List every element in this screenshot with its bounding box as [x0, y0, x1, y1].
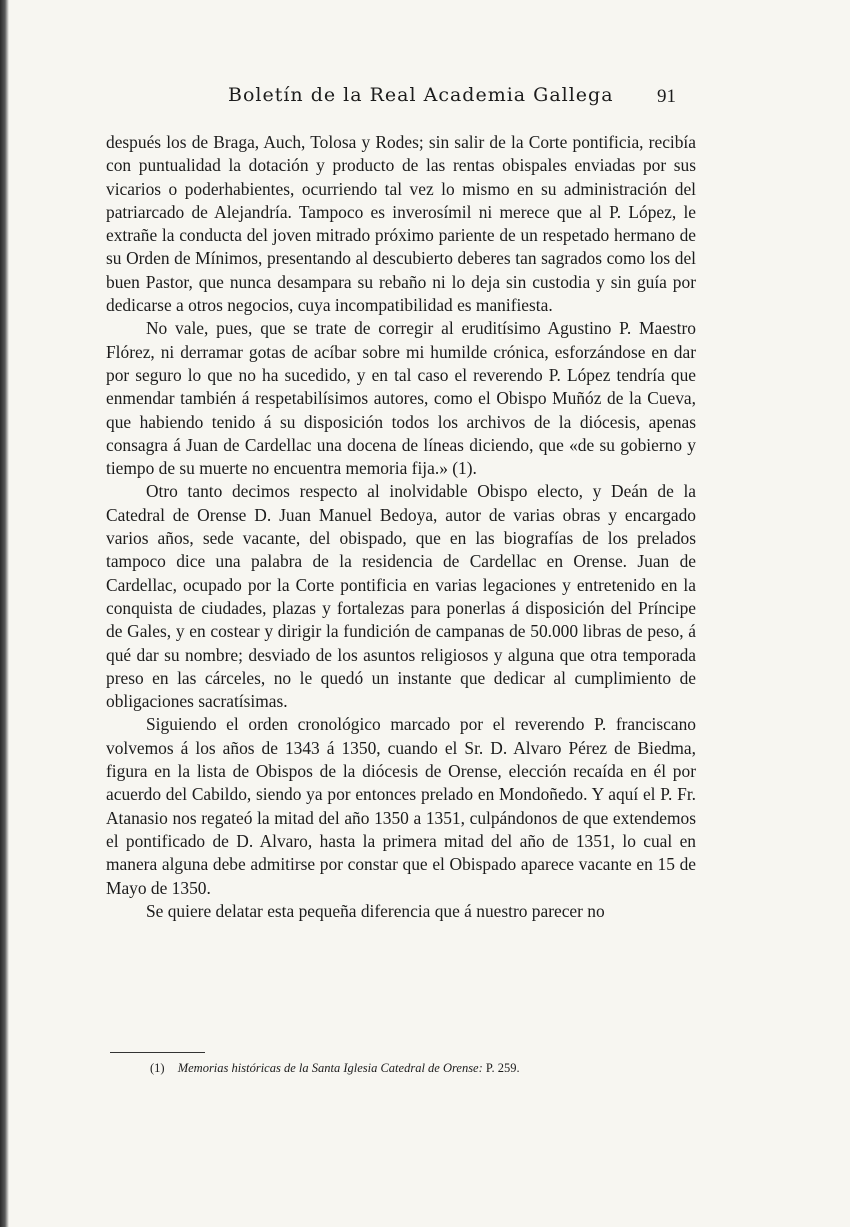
paragraph-3: Otro tanto decimos respecto al inolvidable Obispo electo, y Deán de la Catedral de Orense D. Juan Manuel Bedoya, autor de varias obras y encargado varios años, sede vacante, del obispado, que en las biografías de los prelados tampoco dice una palabra de la residencia de Cardellac en Orense. Juan de Cardellac, ocupado por la Corte pontificia en varias legaciones y entretenido en la conquista de ciudades, plazas y fortalezas para ponerlas á disposición del Príncipe de Gales, y en costear y dirigir la fundición de campanas de 50.000 libras de peso, á qué dar su nombre; desviado de los asuntos religiosos y alguna que otra temporada preso en las cárceles, no le quedó un instante que dedicar al cumplimiento de obligaciones sacratísimas.	[106, 481, 696, 712]
footnote-source-title: Memorias históricas de la Santa Iglesia Catedral de Orense:	[177, 1061, 483, 1075]
paragraph-1: después los de Braga, Auch, Tolosa y Rodes; sin salir de la Corte pontificia, recibía con puntualidad la dotación y producto de las rentas obispales enviadas por sus vicarios o poderhabientes, ocurriendo tal vez lo mismo en su administración del patriarcado de Alejandría. Tampoco es inverosímil ni merece que al P. López, le extrañe la conducta del joven mitrado próximo pariente de un respetado hermano de su Orden de Mínimos, presentando al descubierto deberes tan sagrados como los del buen Pastor, que nunca desampara su rebaño ni lo deja sin custodia y sin guía por dedicarse a otros negocios, cuya incompatibilidad es manifiesta.	[106, 132, 696, 316]
footnote-page: P. 259.	[485, 1061, 520, 1075]
paragraph-2: No vale, pues, que se trate de corregir al eruditísimo Agustino P. Maestro Flórez, ni derramar gotas de acíbar sobre mi humilde crónica, esforzándose en dar por seguro lo que no ha sucedido, y en tal caso el reverendo P. López tendría que enmendar también á respetabilísimos autores, como el Obispo Muñóz de la Cueva, que habiendo tenido á su disposición todos los archivos de la diócesis, apenas consagra á Juan de Cardellac una docena de líneas diciendo, que «de su gobierno y tiempo de su muerte no encuentra memoria fija.» (1).	[106, 318, 696, 479]
paragraph-4: Siguiendo el orden cronológico marcado por el reverendo P. franciscano volvemos á los años de 1343 á 1350, cuando el Sr. D. Alvaro Pérez de Biedma, figura en la lista de Obispos de la diócesis de Orense, elección recaída en él por acuerdo del Cabildo, siendo ya por entonces prelado en Mondoñedo. Y aquí el P. Fr. Atanasio nos regateó la mitad del año 1350 a 1351, culpándonos de que extendemos el pontificado de D. Alvaro, hasta la primera mitad del año de 1351, lo cual en manera alguna debe admitirse por constar que el Obispado aparece vacante en 15 de Mayo de 1350.	[106, 714, 696, 898]
book-binding-edge	[0, 0, 9, 1227]
running-header	[228, 84, 676, 114]
footnote-mark: (1)	[150, 1061, 165, 1075]
body-text	[106, 131, 696, 923]
footnote-divider	[110, 1052, 205, 1053]
paragraph-5: Se quiere delatar esta pequeña diferencia que á nuestro parecer no	[146, 900, 605, 921]
journal-title: Boletín de la Real Academia Gallega	[228, 84, 614, 106]
page-number: 91	[657, 86, 676, 107]
footnote	[150, 1061, 710, 1076]
